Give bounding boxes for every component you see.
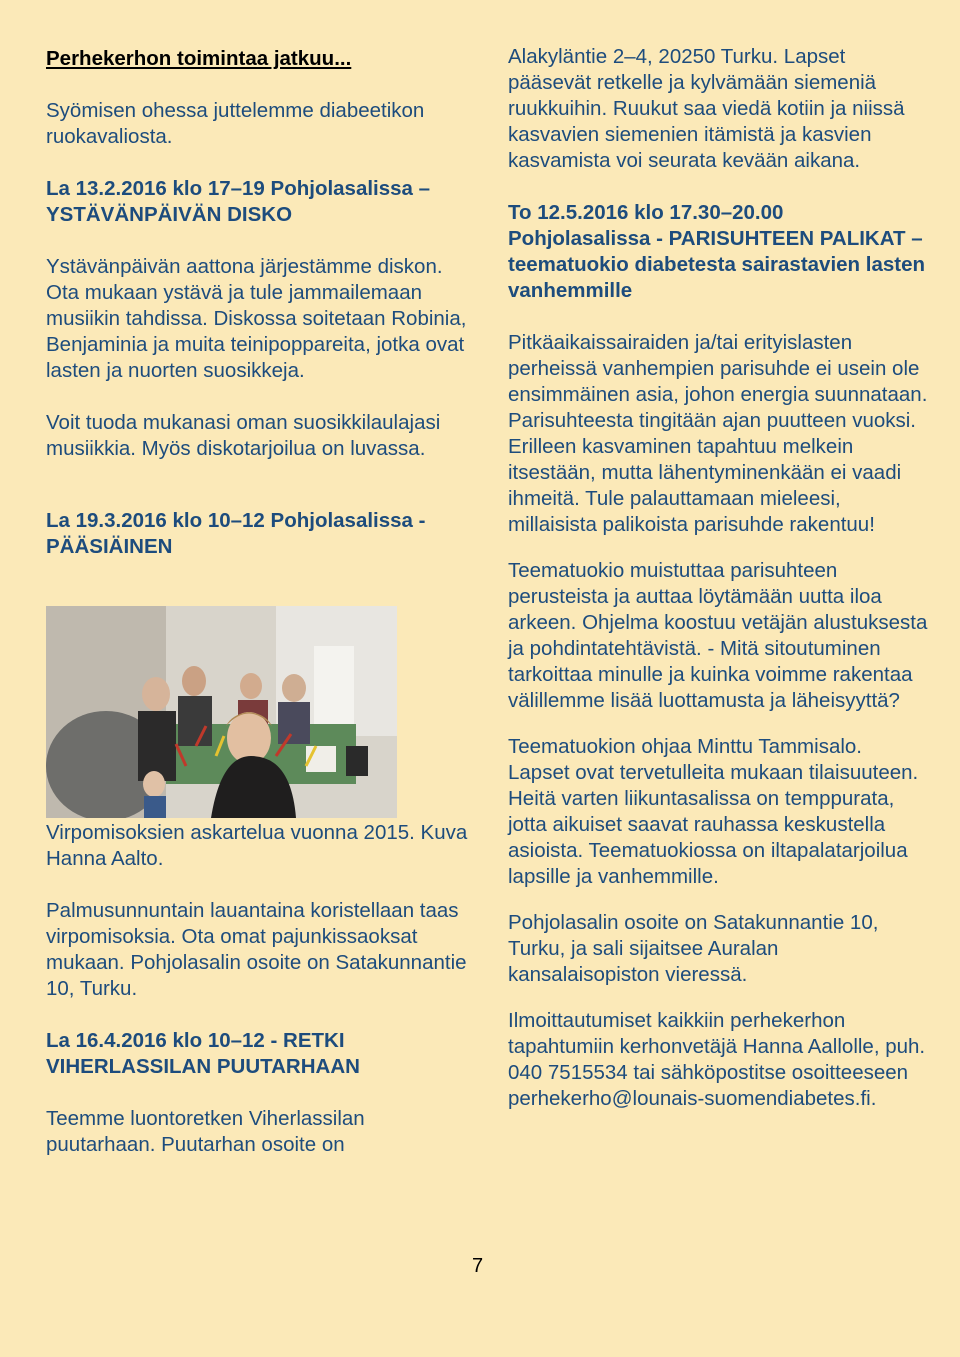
event-garden-description-cont: Alakyläntie 2–4, 20250 Turku. Lapset pääsevät retkelle ja kylvämään siemeniä ruukkuihin. Ruukut saa viedä kotiin ja niissä kasvavien siemenien itämistä ja kasvien kasvamista voi seurata kevään aikana. — [508, 45, 905, 172]
left-column — [46, 44, 476, 1158]
event-heading-relationship: To 12.5.2016 klo 17.30–20.00 Pohjolasalissa - PARISUHTEEN PALIKAT – teematuokio diabetesta sairastavien lasten vanhemmille — [508, 201, 926, 302]
event-disco-note: Voit tuoda mukanasi oman suosikkilaulajasi musiikkia. Myös diskotarjoilua on luvassa. — [46, 411, 441, 460]
page-number: 7 — [472, 1255, 484, 1277]
event-heading-easter: La 19.3.2016 klo 10–12 Pohjolasalissa - PÄÄSIÄINEN — [46, 509, 426, 558]
intro-text: Syömisen ohessa juttelemme diabeetikon ruokavaliosta. — [46, 99, 425, 148]
event-relationship-p1: Pitkäaikaissairaiden ja/tai erityislasten perheissä vanhempien parisuhde ei usein ole ensimmäinen asia, johon energia suunnataan. Parisuhteesta tingitään ajan puutteen vuoksi. Erilleen kasvaminen tapahtuu melkein itsestään, mutta lähentyminenkään ei vaadi ihmeitä. Tule palauttamaan mieleesi, millaisista palikoista parisuhde rakentuu! — [508, 331, 928, 536]
section-title: Perhekerhon toimintaa jatkuu... — [46, 47, 352, 70]
event-relationship-p2: Teematuokio muistuttaa parisuhteen perusteista ja auttaa löytämään uutta iloa arkeen. Ohjelma koostuu vetäjän alustuksesta ja pohdintatehtävistä. - Mitä sitoutuminen tarkoittaa minulle ja kuinka voimme rakentaa välillemme lisää luottamusta ja läheisyyttä? — [508, 559, 928, 712]
registration-contact: Ilmoittautumiset kaikkiin perhekerhon tapahtumiin kerhonvetäjä Hanna Aallolle, puh. 040 7515534 tai sähköpostitse osoitteeseen perhekerho@lounais-suomendiabetes.fi. — [508, 1009, 926, 1110]
event-easter-description: Palmusunnuntain lauantaina koristellaan taas virpomisoksia. Ota omat pajunkissaoksat mukaan. Pohjolasalin osoite on Satakunnantie 10, Turku. — [46, 899, 467, 1000]
photo-caption: Virpomisoksien askartelua vuonna 2015. Kuva Hanna Aalto. — [46, 821, 468, 870]
event-heading-disco: La 13.2.2016 klo 17–19 Pohjolasalissa – YSTÄVÄNPÄIVÄN DISKO — [46, 177, 431, 226]
right-column — [508, 44, 928, 1112]
event-heading-garden: La 16.4.2016 klo 10–12 - RETKI VIHERLASSILAN PUUTARHAAN — [46, 1029, 360, 1078]
easter-crafts-photo — [46, 606, 397, 818]
event-relationship-address: Pohjolasalin osoite on Satakunnantie 10, Turku, ja sali sijaitsee Auralan kansalaisopiston vieressä. — [508, 911, 879, 986]
event-relationship-p3: Teematuokion ohjaa Minttu Tammisalo. Lapset ovat tervetulleita mukaan tilaisuuteen. Heitä varten liikuntasalissa on temppurata, jotta aikuiset saavat rauhassa keskustella asioista. Teematuokiossa on iltapalatarjoilua lapsille ja vanhemmille. — [508, 735, 919, 888]
event-garden-description: Teemme luontoretken Viherlassilan puutarhaan. Puutarhan osoite on — [46, 1107, 365, 1156]
event-disco-description: Ystävänpäivän aattona järjestämme diskon. Ota mukaan ystävä ja tule jammailemaan musiikin tahdissa. Diskossa soitetaan Robinia, Benjaminia ja muita teinipoppareita, jotka ovat lasten ja nuorten suosikkeja. — [46, 255, 467, 382]
